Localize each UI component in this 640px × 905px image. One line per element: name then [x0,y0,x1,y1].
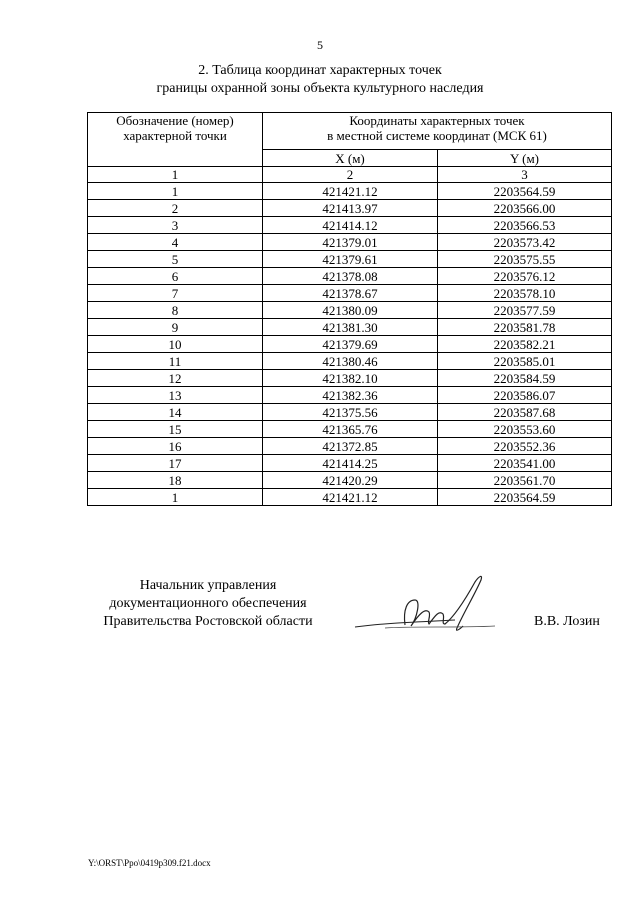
signatory-line-3: Правительства Ростовской области [103,614,313,629]
table-row [88,251,612,268]
x-coordinate-cell: 421414.12 [263,217,438,234]
x-coordinate-cell: 421381.30 [263,319,438,336]
point-number-cell: 17 [88,455,263,472]
y-coordinate-cell: 2203566.00 [438,200,612,217]
y-coordinate-cell: 2203581.78 [438,319,612,336]
table-row [88,285,612,302]
table-row [88,268,612,285]
table-row [88,489,612,506]
column-number: 3 [438,167,612,183]
point-number-cell: 5 [88,251,263,268]
table-row [88,353,612,370]
point-number-cell: 6 [88,268,263,285]
handwritten-signature [345,570,515,640]
x-coordinate-cell: 421380.09 [263,302,438,319]
signatory-position [88,577,328,631]
x-coordinate-cell: 421382.10 [263,370,438,387]
x-coordinate-cell: 421414.25 [263,455,438,472]
header-designation-line-1: Обозначение (номер) [116,113,234,128]
table-row [88,438,612,455]
table-row [88,455,612,472]
table-title [0,62,640,98]
y-coordinate-cell: 2203587.68 [438,404,612,421]
table-row [88,302,612,319]
table-row [88,370,612,387]
signatory-line-1: Начальник управления [139,578,277,593]
y-coordinate-cell: 2203578.10 [438,285,612,302]
x-coordinate-cell: 421382.36 [263,387,438,404]
table-row [88,336,612,353]
table-row [88,183,612,200]
y-coordinate-cell: 2203585.01 [438,353,612,370]
column-number: 1 [88,167,263,183]
point-number-cell: 15 [88,421,263,438]
x-coordinate-cell: 421421.12 [263,183,438,200]
y-coordinate-cell: 2203576.12 [438,268,612,285]
column-number: 2 [263,167,438,183]
x-coordinate-cell: 421379.01 [263,234,438,251]
y-coordinate-cell: 2203575.55 [438,251,612,268]
table-row [88,421,612,438]
table-row [88,234,612,251]
point-number-cell: 10 [88,336,263,353]
y-coordinate-cell: 2203541.00 [438,455,612,472]
x-coordinate-cell: 421420.29 [263,472,438,489]
y-coordinate-cell: 2203552.36 [438,438,612,455]
y-coordinate-cell: 2203566.53 [438,217,612,234]
table-body [88,183,612,506]
y-coordinate-cell: 2203564.59 [438,489,612,506]
point-number-cell: 8 [88,302,263,319]
point-number-cell: 13 [88,387,263,404]
x-coordinate-cell: 421365.76 [263,421,438,438]
table-row [88,472,612,489]
point-number-cell: 11 [88,353,263,370]
header-designation [88,113,263,167]
x-coordinate-cell: 421378.67 [263,285,438,302]
point-number-cell: 3 [88,217,263,234]
point-number-cell: 9 [88,319,263,336]
header-y: Y (м) [438,150,612,167]
signer-name: В.В. Лозин [534,614,600,629]
point-number-cell: 4 [88,234,263,251]
point-number-cell: 14 [88,404,263,421]
signatory-line-2: документационного обеспечения [109,596,307,611]
header-coordinates [263,113,612,150]
y-coordinate-cell: 2203553.60 [438,421,612,438]
y-coordinate-cell: 2203564.59 [438,183,612,200]
y-coordinate-cell: 2203584.59 [438,370,612,387]
point-number-cell: 1 [88,489,263,506]
x-coordinate-cell: 421375.56 [263,404,438,421]
table-row [88,200,612,217]
title-line-2: границы охранной зоны объекта культурного наследия [156,81,484,96]
x-coordinate-cell: 421421.12 [263,489,438,506]
x-coordinate-cell: 421380.46 [263,353,438,370]
title-line-1: 2. Таблица координат характерных точек [198,63,442,78]
point-number-cell: 16 [88,438,263,455]
point-number-cell: 1 [88,183,263,200]
y-coordinate-cell: 2203561.70 [438,472,612,489]
point-number-cell: 18 [88,472,263,489]
y-coordinate-cell: 2203577.59 [438,302,612,319]
table-row [88,319,612,336]
x-coordinate-cell: 421378.08 [263,268,438,285]
page-number: 5 [317,38,323,52]
x-coordinate-cell: 421372.85 [263,438,438,455]
x-coordinate-cell: 421379.61 [263,251,438,268]
y-coordinate-cell: 2203573.42 [438,234,612,251]
x-coordinate-cell: 421413.97 [263,200,438,217]
header-x: X (м) [263,150,438,167]
file-path: Y:\ORST\Ppo\0419p309.f21.docx [88,858,211,868]
column-number-row [88,167,612,183]
table-row [88,217,612,234]
y-coordinate-cell: 2203586.07 [438,387,612,404]
header-coordinates-line-1: Координаты характерных точек [349,113,525,128]
point-number-cell: 12 [88,370,263,387]
coordinates-table [87,112,612,506]
header-designation-line-2: характерной точки [123,128,227,143]
table-row [88,404,612,421]
x-coordinate-cell: 421379.69 [263,336,438,353]
point-number-cell: 7 [88,285,263,302]
header-coordinates-line-2: в местной системе координат (МСК 61) [327,128,547,143]
point-number-cell: 2 [88,200,263,217]
table-row [88,387,612,404]
y-coordinate-cell: 2203582.21 [438,336,612,353]
